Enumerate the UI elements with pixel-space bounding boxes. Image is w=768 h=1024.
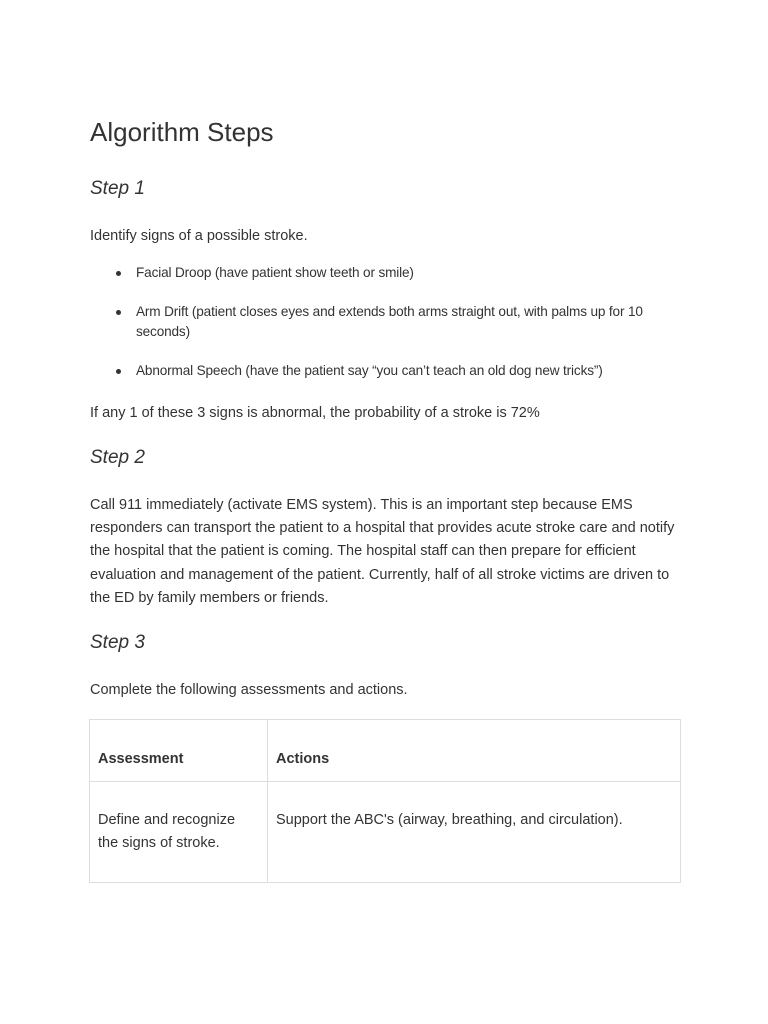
bullet-icon	[116, 271, 121, 276]
step-3-intro: Complete the following assessments and actions.	[90, 682, 408, 698]
table-cell-assessment: Define and recognize the signs of stroke.	[90, 782, 268, 883]
table-row	[90, 782, 681, 883]
list-item	[136, 302, 680, 342]
step-2-text: Call 911 immediately (activate EMS system). This is an important step because EMS responders can transport the patient to a hospital that provides acute stroke care and notify the hospital that the patient is coming. The hospital staff can then prepare for efficient evaluation and management of the patient. Currently, half of all stroke victims are driven to the ED by family members or friends.	[90, 497, 675, 606]
list-item-text: Abnormal Speech (have the patient say “you can’t teach an old dog new tricks”)	[136, 363, 603, 378]
table-header-row	[90, 720, 681, 782]
step-1-conclusion: If any 1 of these 3 signs is abnormal, the probability of a stroke is 72%	[90, 405, 540, 421]
bullet-icon	[116, 310, 121, 315]
column-header-actions: Actions	[268, 720, 681, 782]
stroke-signs-list	[90, 263, 680, 400]
step-2-heading: Step 2	[90, 447, 145, 468]
column-header-assessment: Assessment	[90, 720, 268, 782]
step-1-heading: Step 1	[90, 178, 145, 199]
page-title: Algorithm Steps	[90, 117, 274, 147]
step-1-intro: Identify signs of a possible stroke.	[90, 228, 308, 244]
table-cell-actions: Support the ABC's (airway, breathing, and circulation).	[268, 782, 681, 883]
list-item-text: Arm Drift (patient closes eyes and extends both arms straight out, with palms up for 10 seconds)	[136, 304, 643, 339]
list-item	[136, 361, 680, 381]
list-item-text: Facial Droop (have patient show teeth or smile)	[136, 265, 414, 280]
step-3-heading: Step 3	[90, 632, 145, 653]
bullet-icon	[116, 369, 121, 374]
list-item	[136, 263, 680, 283]
assessment-actions-table	[89, 719, 681, 883]
